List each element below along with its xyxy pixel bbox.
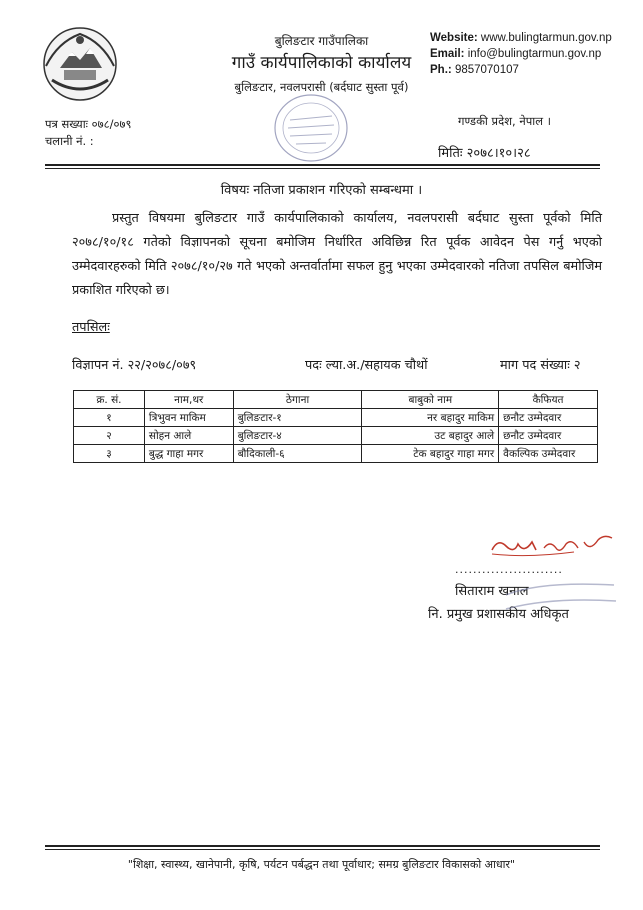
demand-count: माग पद संख्याः २ xyxy=(500,358,581,373)
results-table xyxy=(73,390,598,463)
cell-serial: १ xyxy=(74,409,145,427)
header-remarks: कैफियत xyxy=(499,391,598,409)
website-link[interactable]: www.bulingtarmun.gov.np xyxy=(480,32,612,44)
table-row xyxy=(74,409,598,427)
signature-line: ........................ xyxy=(455,563,563,576)
office-stamp-icon xyxy=(272,92,350,164)
footer-slogan: "शिक्षा, स्वास्थ्य, खानेपानी, कृषि, पर्यटन पर्बद्धन तथा पूर्वाधार; समग्र बुलिङटार विकासको आधार" xyxy=(127,858,516,871)
cell-father-name: टेक बहादुर गाहा मगर xyxy=(362,445,499,463)
signatory-name: सिताराम खनाल xyxy=(455,584,529,599)
table-header-row xyxy=(74,391,598,409)
cell-father-name: उट बहादुर आले xyxy=(362,427,499,445)
table-row xyxy=(74,445,598,463)
municipality-name: बुलिङटार गाउँपालिका xyxy=(274,34,369,48)
cell-serial: २ xyxy=(74,427,145,445)
phone-label: Ph.: xyxy=(430,64,452,76)
header-name: नाम,थर xyxy=(144,391,233,409)
header-divider xyxy=(45,164,600,166)
header-divider-thin xyxy=(45,168,600,169)
handwritten-signature-icon xyxy=(488,524,618,564)
website-label: Website: xyxy=(430,32,478,44)
cell-address: बुलिङटार-१ xyxy=(233,409,362,427)
header-father-name: बाबुको नाम xyxy=(362,391,499,409)
cell-name: त्रिभुवन माकिम xyxy=(144,409,233,427)
cell-remarks: छनौट उम्मेदवार xyxy=(499,427,598,445)
header-serial: क्र. सं. xyxy=(74,391,145,409)
official-seal-icon xyxy=(500,575,620,621)
office-address: बुलिङटार, नवलपरासी (बर्दघाट सुस्ता पूर्व) xyxy=(234,80,409,94)
cell-address: बौदिकाली-६ xyxy=(233,445,362,463)
phone-number: 9857070107 xyxy=(454,64,519,76)
cell-remarks: छनौट उम्मेदवार xyxy=(499,409,598,427)
cell-remarks: वैकल्पिक उम्मेदवार xyxy=(499,445,598,463)
email-label: Email: xyxy=(430,48,465,60)
post-name: पदः ल्या.अ./सहायक चौथों xyxy=(305,358,428,373)
contact-block xyxy=(430,30,612,78)
cell-address: बुलिङटार-४ xyxy=(233,427,362,445)
province-line: गण्डकी प्रदेश, नेपाल । xyxy=(458,114,552,128)
footer-divider-thin xyxy=(45,849,600,850)
signatory-title: नि. प्रमुख प्रशासकीय अधिकृत xyxy=(428,607,569,622)
cell-name: बुद्ध गाहा मगर xyxy=(144,445,233,463)
table-row xyxy=(74,427,598,445)
advert-number: विज्ञापन नं. २२/२०७८/०७९ xyxy=(72,358,197,373)
letter-number: पत्र सख्याः ०७८/०७९ xyxy=(45,117,132,131)
cell-name: सोहन आले xyxy=(144,427,233,445)
footer-divider xyxy=(45,845,600,847)
email-link[interactable]: info@bulingtarmun.gov.np xyxy=(467,48,602,60)
cell-serial: ३ xyxy=(74,445,145,463)
letter-date: मितिः २०७८।१०।२८ xyxy=(438,146,531,161)
dispatch-number: चलानी नं. : xyxy=(45,134,94,148)
body-paragraph: प्रस्तुत विषयमा बुलिङटार गाउँ कार्यपालिकाको कार्यालय, नवलपरासी बर्दघाट सुस्ता पूर्वको मिति २०७८/१०/१८ गतेको विज्ञापनको सूचना बमोजिम निर्धारित अविछिन्न रित पूर्वक आवेदन पेस गर्नु भएको उम्मेदवारहरुको मिति २०७८/१०/२७ गते भएको अन्तर्वार्तामा सफल हुनु भएका उम्मेदवारको नतिजा तपसिल बमोजिम प्रकाशित गरिएको छ। xyxy=(72,211,602,298)
header-address: ठेगाना xyxy=(233,391,362,409)
office-title: गाउँ कार्यपालिकाको कार्यालय xyxy=(231,53,412,73)
subject-line: विषयः नतिजा प्रकाशन गरिएको सम्बन्धमा । xyxy=(220,183,423,198)
cell-father-name: नर बहादुर माकिम xyxy=(362,409,499,427)
details-heading: तपसिलः xyxy=(72,320,110,335)
